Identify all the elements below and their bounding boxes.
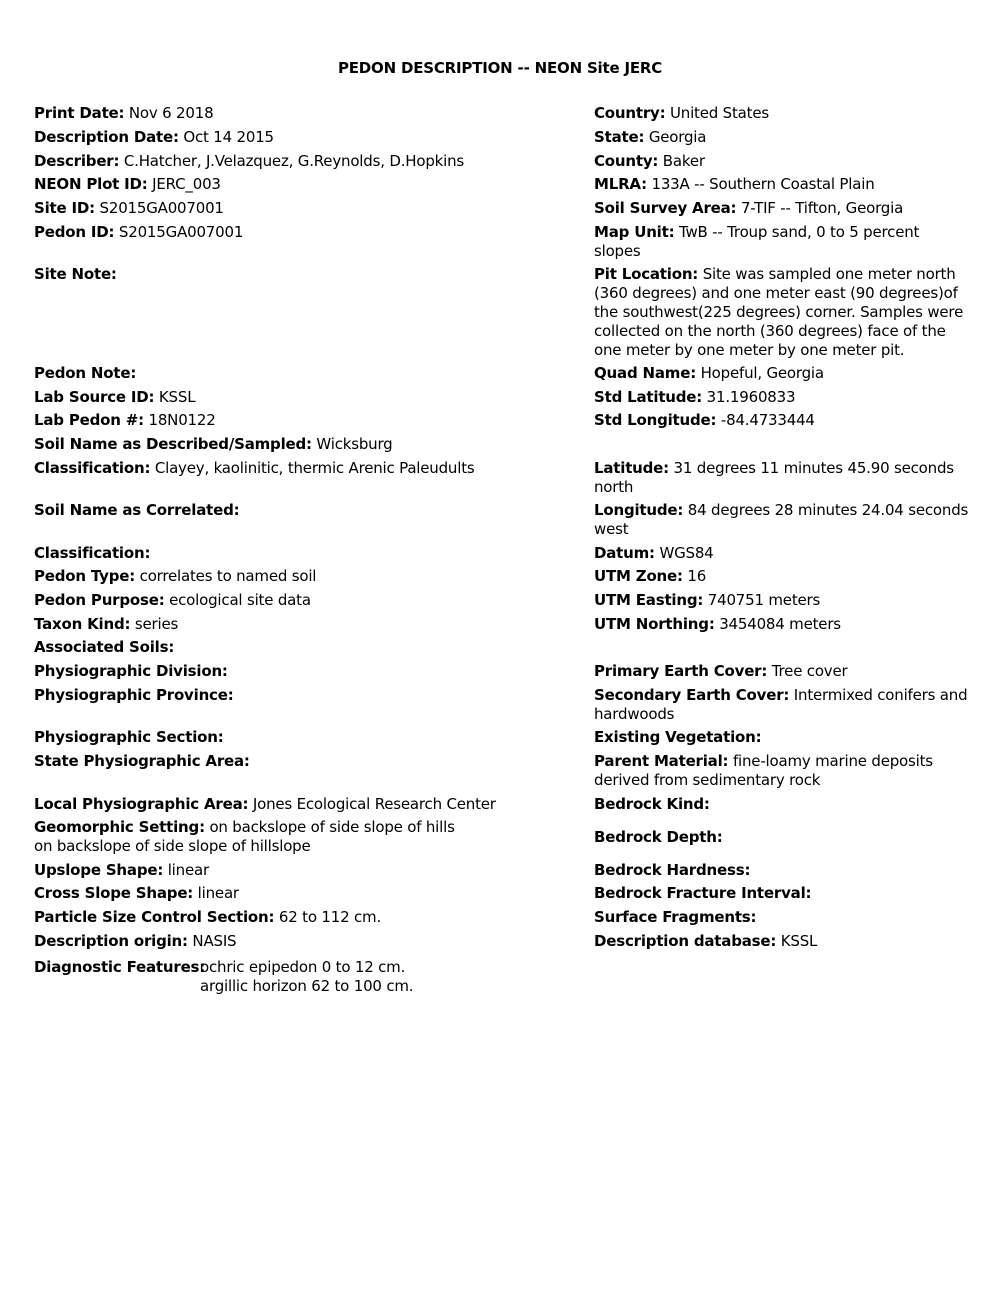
field-value: on backslope of side slope of hills bbox=[209, 818, 455, 836]
field-label: Geomorphic Setting: bbox=[34, 818, 205, 836]
field-label: Bedrock Fracture Interval: bbox=[594, 884, 812, 902]
page-title: PEDON DESCRIPTION -- NEON Site JERC bbox=[337, 59, 663, 77]
field-label: Description database: bbox=[594, 932, 777, 950]
field-label: Primary Earth Cover: bbox=[594, 662, 768, 680]
field-label: Describer: bbox=[34, 152, 120, 170]
field-value: Site was sampled one meter north (360 degrees) and one meter east (90 degrees)of the southwest(225 degrees) corner. Samples were collected on the north (360 degrees) face of the one meter by one meter by one meter pit. bbox=[594, 265, 964, 359]
field-classification bbox=[34, 459, 554, 478]
field-value: KSSL bbox=[158, 388, 196, 406]
field-pit-location bbox=[594, 265, 969, 360]
field-cross-slope-shape bbox=[34, 884, 554, 903]
field-label: Physiographic Division: bbox=[34, 662, 228, 680]
field-value: Oct 14 2015 bbox=[183, 128, 274, 146]
field-label: Bedrock Hardness: bbox=[594, 861, 751, 879]
field-geomorphic-setting bbox=[34, 818, 554, 856]
field-county bbox=[594, 152, 969, 171]
field-value: -84.4733444 bbox=[720, 411, 815, 429]
field-physiographic-section bbox=[34, 728, 554, 747]
field-value: 133A -- Southern Coastal Plain bbox=[651, 175, 875, 193]
field-label: Description Date: bbox=[34, 128, 179, 146]
field-label: Taxon Kind: bbox=[34, 615, 131, 633]
diagnostic-features-values bbox=[200, 958, 413, 996]
field-label: Std Longitude: bbox=[594, 411, 717, 429]
field-value: 16 bbox=[687, 567, 707, 585]
field-label: Soil Name as Described/Sampled: bbox=[34, 435, 312, 453]
field-value: Georgia bbox=[648, 128, 707, 146]
field-value: linear bbox=[197, 884, 239, 902]
field-label: County: bbox=[594, 152, 659, 170]
field-label: Std Latitude: bbox=[594, 388, 703, 406]
field-value: C.Hatcher, J.Velazquez, G.Reynolds, D.Hopkins bbox=[123, 152, 465, 170]
field-soil-name-correlated bbox=[34, 501, 554, 520]
field-label: Lab Pedon #: bbox=[34, 411, 144, 429]
field-bedrock-hardness bbox=[594, 861, 969, 880]
field-lab-pedon-number bbox=[34, 411, 554, 430]
field-country bbox=[594, 104, 969, 123]
field-label: Pedon Type: bbox=[34, 567, 136, 585]
field-value: United States bbox=[670, 104, 769, 122]
field-utm-easting bbox=[594, 591, 969, 610]
field-label: Print Date: bbox=[34, 104, 125, 122]
field-utm-zone bbox=[594, 567, 969, 586]
field-value: KSSL bbox=[780, 932, 818, 950]
field-label: Latitude: bbox=[594, 459, 669, 477]
field-existing-vegetation bbox=[594, 728, 969, 747]
field-label: Secondary Earth Cover: bbox=[594, 686, 790, 704]
field-label: NEON Plot ID: bbox=[34, 175, 148, 193]
field-label: Pit Location: bbox=[594, 265, 699, 283]
field-soil-survey-area bbox=[594, 199, 969, 218]
field-label: Particle Size Control Section: bbox=[34, 908, 275, 926]
field-datum bbox=[594, 544, 969, 563]
field-value: Nov 6 2018 bbox=[128, 104, 214, 122]
field-pedon-note bbox=[34, 364, 554, 383]
field-value: S2015GA007001 bbox=[99, 199, 224, 217]
field-mlra bbox=[594, 175, 969, 194]
field-quad-name bbox=[594, 364, 969, 383]
field-label: Lab Source ID: bbox=[34, 388, 155, 406]
field-site-note bbox=[34, 265, 554, 284]
field-std-longitude bbox=[594, 411, 969, 430]
field-value: 18N0122 bbox=[148, 411, 216, 429]
field-value: ecological site data bbox=[169, 591, 311, 609]
field-pedon-purpose bbox=[34, 591, 554, 610]
field-utm-northing bbox=[594, 615, 969, 634]
field-value: correlates to named soil bbox=[139, 567, 317, 585]
field-label: Classification: bbox=[34, 459, 151, 477]
field-value: 3454084 meters bbox=[719, 615, 841, 633]
field-label: UTM Northing: bbox=[594, 615, 715, 633]
field-label: Cross Slope Shape: bbox=[34, 884, 194, 902]
field-label: Bedrock Kind: bbox=[594, 795, 710, 813]
field-map-unit bbox=[594, 223, 969, 261]
field-label: Associated Soils: bbox=[34, 638, 175, 656]
field-label: Classification: bbox=[34, 544, 151, 562]
field-print-date bbox=[34, 104, 554, 123]
field-label: Longitude: bbox=[594, 501, 684, 519]
field-label: Bedrock Depth: bbox=[594, 828, 723, 846]
field-label: Diagnostic Features: bbox=[34, 958, 206, 976]
field-label: State: bbox=[594, 128, 645, 146]
field-value: Hopeful, Georgia bbox=[700, 364, 824, 382]
field-value: 31.1960833 bbox=[706, 388, 796, 406]
field-label: Physiographic Province: bbox=[34, 686, 234, 704]
field-longitude bbox=[594, 501, 969, 539]
field-value: linear bbox=[167, 861, 209, 879]
field-value: S2015GA007001 bbox=[118, 223, 244, 241]
field-label: State Physiographic Area: bbox=[34, 752, 250, 770]
field-label: UTM Easting: bbox=[594, 591, 704, 609]
field-site-id bbox=[34, 199, 554, 218]
field-value: JERC_003 bbox=[152, 175, 221, 193]
field-value: NASIS bbox=[192, 932, 237, 950]
field-value: Clayey, kaolinitic, thermic Arenic Paleudults bbox=[154, 459, 475, 477]
field-label: Country: bbox=[594, 104, 666, 122]
field-local-physiographic-area bbox=[34, 795, 554, 814]
field-description-database bbox=[594, 932, 969, 951]
field-physiographic-province bbox=[34, 686, 554, 705]
field-label: Datum: bbox=[594, 544, 655, 562]
field-bedrock-kind bbox=[594, 795, 969, 814]
field-value: fine-loamy marine deposits derived from sedimentary rock bbox=[594, 752, 933, 789]
field-label: Description origin: bbox=[34, 932, 188, 950]
field-label: Pedon Purpose: bbox=[34, 591, 165, 609]
field-label: Soil Name as Correlated: bbox=[34, 501, 240, 519]
field-value: Tree cover bbox=[771, 662, 848, 680]
field-particle-size-control-section bbox=[34, 908, 554, 927]
field-value: Wicksburg bbox=[316, 435, 393, 453]
field-state bbox=[594, 128, 969, 147]
field-label: Physiographic Section: bbox=[34, 728, 224, 746]
field-describer bbox=[34, 152, 554, 171]
field-description-date bbox=[34, 128, 554, 147]
field-value: TwB -- Troup sand, 0 to 5 percent slopes bbox=[594, 223, 920, 260]
field-label: Map Unit: bbox=[594, 223, 675, 241]
field-description-origin bbox=[34, 932, 554, 951]
field-value: WGS84 bbox=[659, 544, 714, 562]
field-value: Baker bbox=[662, 152, 705, 170]
field-classification-correlated bbox=[34, 544, 554, 563]
field-value-line2: on backslope of side slope of hillslope bbox=[34, 837, 311, 855]
field-pedon-id bbox=[34, 223, 554, 242]
field-value: 62 to 112 cm. bbox=[278, 908, 382, 926]
field-label: Surface Fragments: bbox=[594, 908, 757, 926]
field-label: Pedon Note: bbox=[34, 364, 137, 382]
field-upslope-shape bbox=[34, 861, 554, 880]
field-label: MLRA: bbox=[594, 175, 647, 193]
field-value: Jones Ecological Research Center bbox=[252, 795, 496, 813]
field-label: Existing Vegetation: bbox=[594, 728, 762, 746]
field-value-line2: argillic horizon 62 to 100 cm. bbox=[200, 977, 414, 995]
field-label: Pedon ID: bbox=[34, 223, 115, 241]
field-value: 7-TIF -- Tifton, Georgia bbox=[740, 199, 904, 217]
field-label: Parent Material: bbox=[594, 752, 729, 770]
field-state-physiographic-area bbox=[34, 752, 554, 771]
field-value: series bbox=[134, 615, 179, 633]
field-value: 84 degrees 28 minutes 24.04 seconds west bbox=[594, 501, 969, 538]
field-bedrock-depth bbox=[594, 828, 969, 847]
field-value: 31 degrees 11 minutes 45.90 seconds north bbox=[594, 459, 954, 496]
field-label: Site Note: bbox=[34, 265, 117, 283]
field-lab-source-id bbox=[34, 388, 554, 407]
field-value: Intermixed conifers and hardwoods bbox=[594, 686, 968, 723]
field-label: UTM Zone: bbox=[594, 567, 683, 585]
field-soil-name-described bbox=[34, 435, 554, 454]
field-std-latitude bbox=[594, 388, 969, 407]
field-surface-fragments bbox=[594, 908, 969, 927]
field-parent-material bbox=[594, 752, 969, 790]
field-neon-plot-id bbox=[34, 175, 554, 194]
field-value: ochric epipedon 0 to 12 cm. bbox=[200, 958, 406, 976]
field-primary-earth-cover bbox=[594, 662, 969, 681]
field-latitude bbox=[594, 459, 969, 497]
field-label: Quad Name: bbox=[594, 364, 696, 382]
field-label: Soil Survey Area: bbox=[594, 199, 737, 217]
field-bedrock-fracture-interval bbox=[594, 884, 969, 903]
field-value: 740751 meters bbox=[707, 591, 821, 609]
field-associated-soils bbox=[34, 638, 554, 657]
field-label: Upslope Shape: bbox=[34, 861, 164, 879]
field-pedon-type bbox=[34, 567, 554, 586]
field-taxon-kind bbox=[34, 615, 554, 634]
field-physiographic-division bbox=[34, 662, 554, 681]
field-secondary-earth-cover bbox=[594, 686, 969, 724]
field-label: Local Physiographic Area: bbox=[34, 795, 249, 813]
field-label: Site ID: bbox=[34, 199, 95, 217]
